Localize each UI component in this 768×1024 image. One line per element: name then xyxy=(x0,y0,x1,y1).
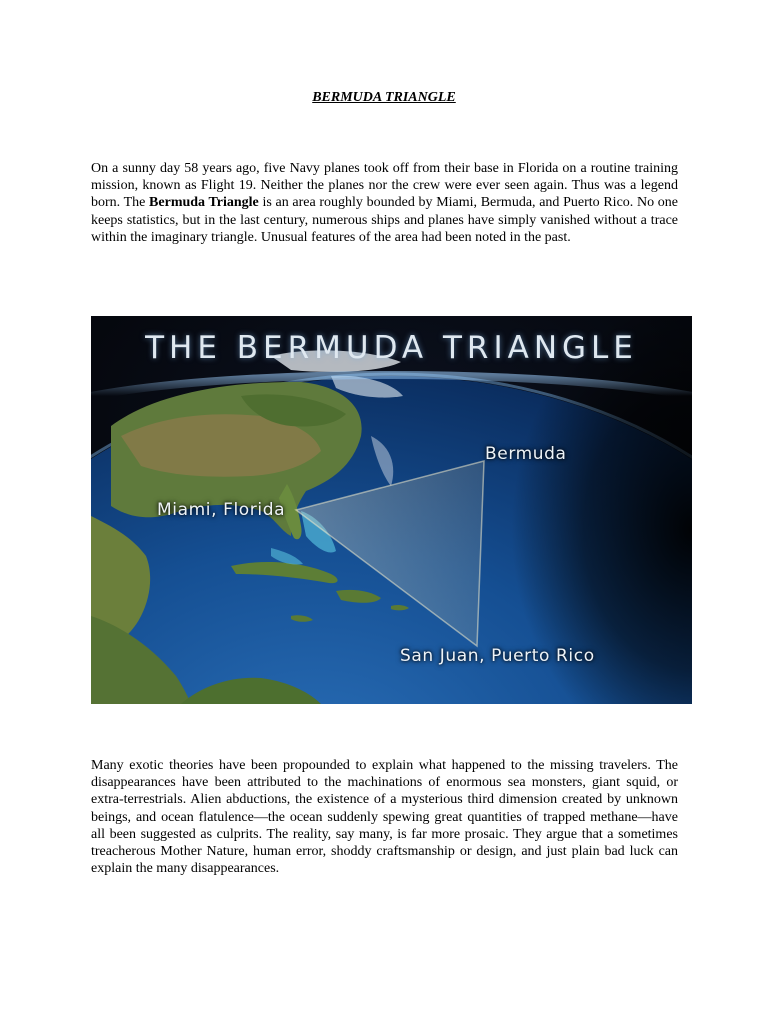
figure-title: THE BERMUDA TRIANGLE xyxy=(145,330,638,366)
document-title: BERMUDA TRIANGLE xyxy=(312,90,456,105)
label-bermuda: Bermuda xyxy=(485,444,567,464)
label-miami: Miami, Florida xyxy=(157,500,286,520)
intro-paragraph xyxy=(91,160,678,246)
theories-paragraph: Many exotic theories have been propounded to explain what happened to the missing travelers. The disappearances have been attributed to the machinations of enormous sea monsters, giant squid, or extra-terrestrials. Alien abductions, the existence of a mysterious third dimension created by unknown beings, and ocean flatulence—the ocean suddenly spewing great quantities of trapped methane—have all been suggested as culprits. The reality, say many, is far more prosaic. They argue that a sometimes treacherous Mother Nature, human error, shoddy craftsmanship or design, and just plain bad luck can explain the many disappearances. xyxy=(91,758,678,877)
bermuda-triangle-map-image xyxy=(91,316,692,704)
intro-text-start: On a sunny day 58 years ago, five Navy planes took off from their base in Florida on a routine training mission, known as Flight 19. Neither the planes nor the crew were ever seen again. Thus was a legend born. The xyxy=(91,161,678,211)
intro-text-end: is an area roughly bounded by Miami, Bermuda, and Puerto Rico. No one keeps statistics, but in the last century, numerous ships and planes have simply vanished without a trace within the imaginary triangle. Unusual features of the area had been noted in the past. xyxy=(91,195,678,245)
label-san-juan: San Juan, Puerto Rico xyxy=(400,646,595,666)
intro-bold-term: Bermuda Triangle xyxy=(149,195,259,211)
